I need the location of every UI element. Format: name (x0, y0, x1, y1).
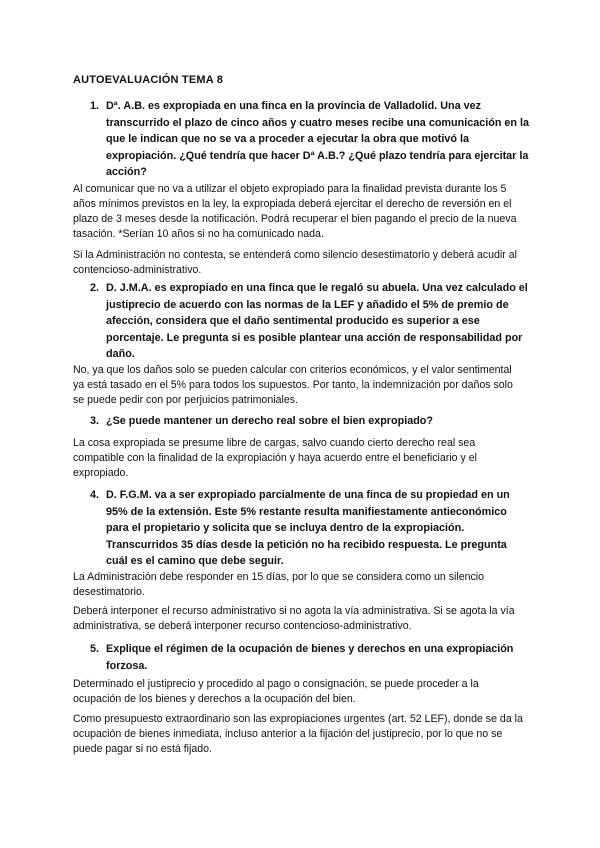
question-5 (90, 641, 530, 674)
question-1 (90, 98, 530, 181)
answer-paragraph: Determinado el justiprecio y procedido al pago o consignación, se puede proceder a la ocupación de los bienes y derechos a la ocupación del bien. (73, 678, 479, 705)
question-number: 5. (90, 643, 100, 655)
question-text: D. F.G.M. va a ser expropiado parcialmente de una finca de su propiedad en un 95% de la extensión. Este 5% restante resulta manifiestamente antieconómico para el propietario y solicita que se incluya dentro de la expropiación. Transcurridos 35 días desde la petición no ha recibido respuesta. Le pregunta cuál es el camino que debe seguir. (106, 489, 510, 567)
question-text: Explique el régimen de la ocupación de bienes y derechos en una expropiación forzosa. (106, 643, 514, 672)
question-text: D. J.M.A. es expropiado en una finca que le regaló su abuela. Una vez calculado el justiprecio de acuerdo con las normas de la LEF y añadido el 5% de premio de afección, considera que el daño sentimental producido es superior a ese porcentaje. Le pregunta si es posible plantear una acción de responsabilidad por daño. (106, 282, 528, 360)
question-2 (90, 280, 530, 363)
question-number: 3. (90, 415, 100, 427)
question-text: Dª. A.B. es expropiada en una finca en la provincia de Valladolid. Una vez transcurrido el plazo de cinco años y cuatro meses recibe una comunicación en la que le indican que no se va a proceder a ejecutar la obra que motivó la expropiación. ¿Qué tendría que hacer Dª A.B.? ¿Qué plazo tendría para ejercitar la acción? (106, 100, 530, 178)
question-number: 4. (90, 489, 100, 501)
document-title: AUTOEVALUACIÓN TEMA 8 (73, 74, 224, 86)
answer-paragraph: Al comunicar que no va a utilizar el objeto expropiado para la finalidad prevista durante los 5 años mínimos previstos en la ley, la expropiada deberá ejercitar el derecho de reversión en el plazo de 3 meses desde la notificación. Podrá recuperar el bien pagando el precio de la nueva tasación. *Serían 10 años si no ha comunicado nada. (73, 183, 517, 240)
question-number: 2. (90, 282, 100, 294)
question-3 (90, 413, 530, 430)
answer-paragraph: Deberá interponer el recurso administrativo si no agota la vía administrativa. Si se agota la vía administrativa, se deberá interponer recurso contencioso-administrativo. (73, 605, 515, 632)
answer-paragraph: Como presupuesto extraordinario son las expropiaciones urgentes (art. 52 LEF), donde se da la ocupación de bienes inmediata, incluso anterior a la fijación del justiprecio, por lo que no se puede pagar si no está fijado. (73, 713, 523, 755)
answer-paragraph: La Administración debe responder en 15 días, por lo que se considera como un silencio desestimatorio. (73, 571, 485, 598)
answer-paragraph: Si la Administración no contesta, se entenderá como silencio desestimatorio y deberá acudir al contencioso-administrativo. (73, 249, 518, 276)
answer-paragraph: La cosa expropiada se presume libre de cargas, salvo cuando cierto derecho real sea compatible con la finalidad de la expropiación y haya acuerdo entre el beneficiario y el expropiado. (73, 437, 477, 479)
question-4 (90, 487, 530, 570)
question-text: ¿Se puede mantener un derecho real sobre el bien expropiado? (106, 415, 433, 427)
answer-paragraph: No, ya que los daños solo se pueden calcular con criterios económicos, y el valor sentimental ya está tasado en el 5% para todos los supuestos. Por tanto, la indemnización por daños solo se puede pedir con por perjuicios patrimoniales. (73, 364, 513, 406)
question-number: 1. (90, 100, 100, 112)
